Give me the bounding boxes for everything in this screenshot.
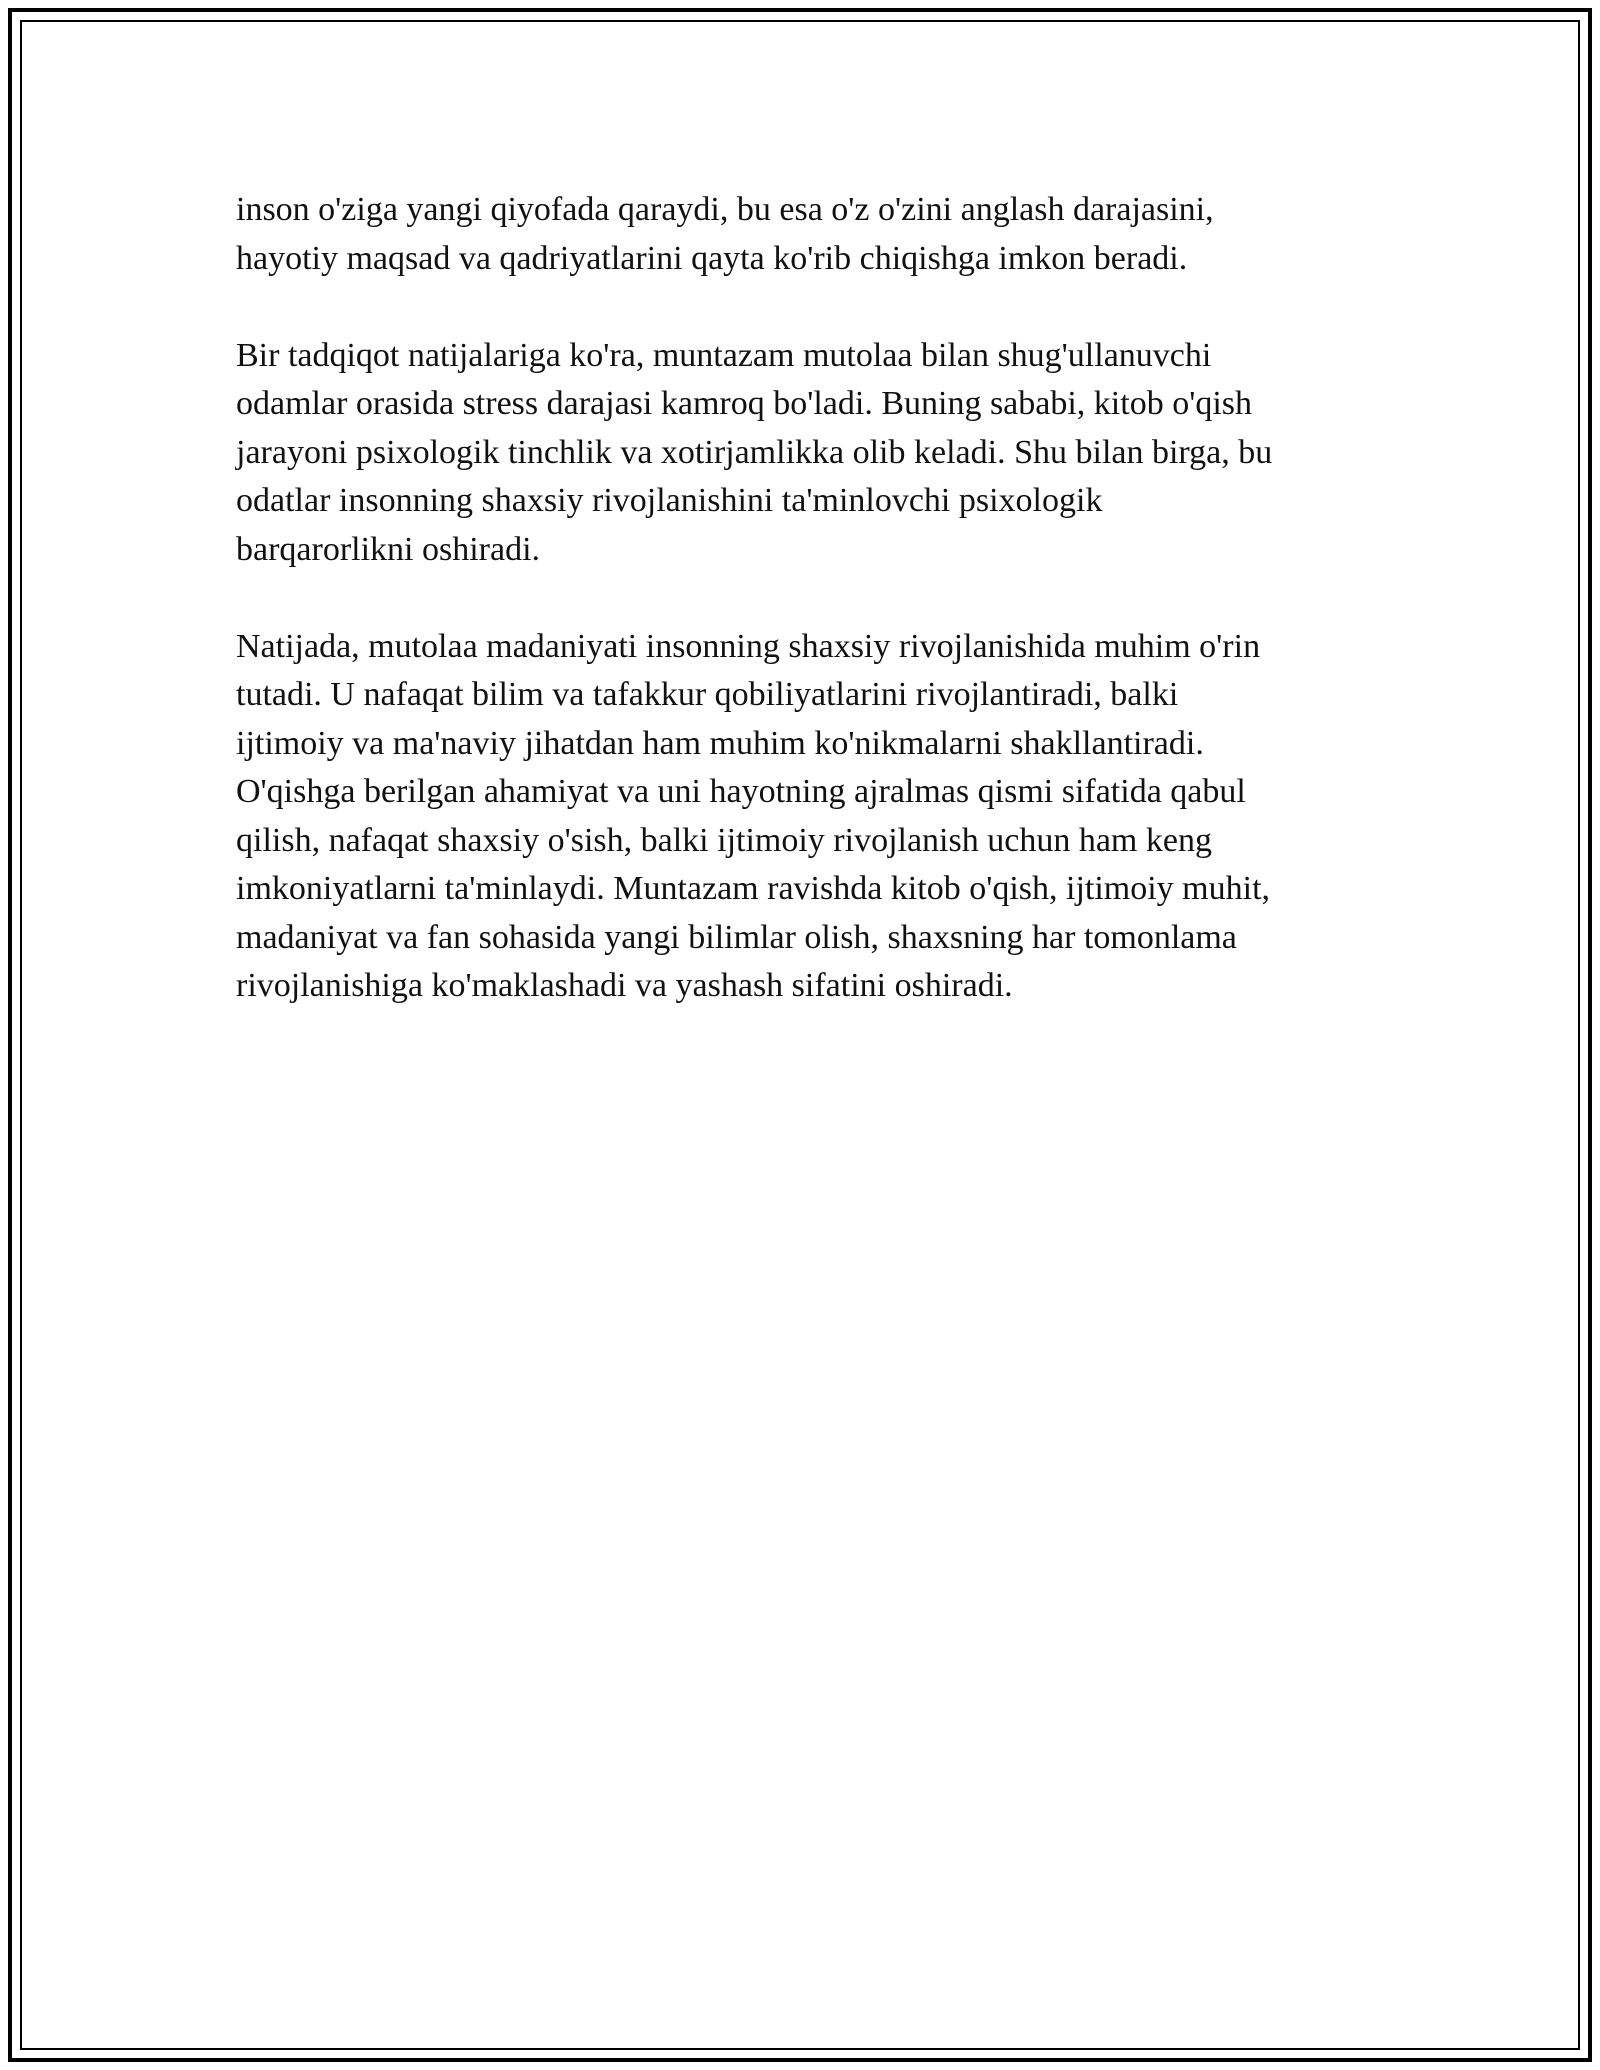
- document-body: [236, 186, 1366, 1059]
- paragraph-3: Natijada, mutolaa madaniyati insonning shaxsiy rivojlanishida muhim o'rin tutadi. U nafaqat bilim va tafakkur qobiliyatlarini rivojlantiradi, balki ijtimoiy va ma'naviy jihatdan ham muhim ko'nikmalarni shakllantiradi. O'qishga berilgan ahamiyat va uni hayotning ajralmas qismi sifatida qabul qilish, nafaqat shaxsiy o'sish, balki ijtimoiy rivojlanish uchun ham keng imkoniyatlarni ta'minlaydi. Muntazam ravishda kitob o'qish, ijtimoiy muhit, madaniyat va fan sohasida yangi bilimlar olish, shaxsning har tomonlama rivojlanishiga ko'maklashadi va yashash sifatini oshiradi.: [236, 627, 1271, 1004]
- paragraph-1: inson o'ziga yangi qiyofada qaraydi, bu esa o'z o'zini anglash darajasini, hayotiy maqsad va qadriyatlarini qayta ko'rib chiqishga imkon beradi.: [236, 191, 1214, 277]
- paragraph-2: Bir tadqiqot natijalariga ko'ra, muntazam mutolaa bilan shug'ullanuvchi odamlar orasida stress darajasi kamroq bo'ladi. Buning sababi, kitob o'qish jarayoni psixologik tinchlik va xotirjamlikka olib keladi. Shu bilan birga, bu odatlar insonning shaxsiy rivojlanishini ta'minlovchi psixologik barqarorlikni oshiradi.: [236, 336, 1273, 568]
